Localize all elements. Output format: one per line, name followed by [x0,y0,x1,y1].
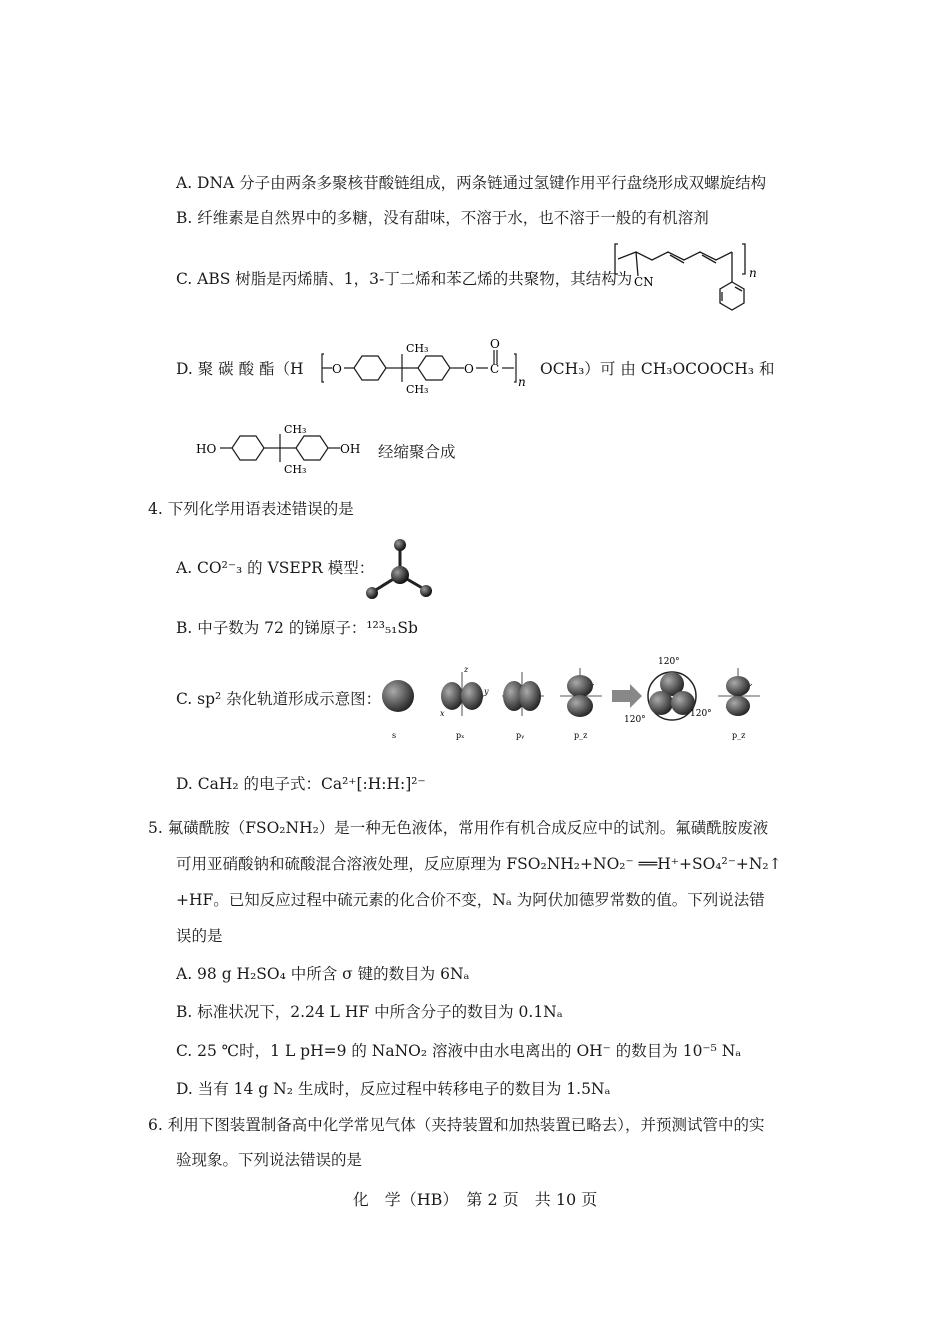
arrow-right-icon [612,684,642,708]
pc-c-label: C [490,362,500,376]
q5-line-4: 误的是 [176,927,223,945]
label-px: pₓ [456,731,465,740]
q3-option-d2-suffix: 经缩聚合成 [378,443,456,461]
pc-o-label-3: O [490,337,500,351]
label-pz-1: p_z [574,731,588,740]
q4-stem: 4. 下列化学用语表述错误的是 [148,500,354,518]
label-s: s [392,731,397,740]
q5-option-c: C. 25 ℃时，1 L pH=9 的 NaNO₂ 溶液中由水电离出的 OH⁻ 的数目为 10⁻⁵ Nₐ [176,1042,742,1060]
label-pz-2: p_z [732,731,746,740]
q5-line-3: +HF。已知反应过程中硫元素的化合价不变，Nₐ 为阿伏加德罗常数的值。下列说法错 [176,891,765,909]
pc-ch3-top: CH₃ [406,342,429,355]
bpa-ho-label: HO [196,442,217,456]
q3-option-c: C. ABS 树脂是丙烯腈、1，3-丁二烯和苯乙烯的共聚物，其结构为 [176,270,633,288]
pc-o-label-2: O [464,362,474,376]
q3-option-d-prefix: D. 聚 碳 酸 酯（H [176,360,304,378]
bpa-ch3-bottom: CH₃ [284,463,307,476]
axis-y-1: y [484,687,489,696]
q3-option-d-suffix: 可 由 CH₃OCOOCH₃ 和 [600,360,775,378]
polycarbonate-structure [318,336,538,398]
sp2-hybridization-diagram [380,650,780,750]
q4-option-c: C. sp² 杂化轨道形成示意图： [176,690,382,708]
q4-option-d: D. CaH₂ 的电子式：Ca²⁺[:H:H:]²⁻ [176,775,426,793]
page-footer: 化 学（HB） 第 2 页 共 10 页 [352,1190,598,1209]
angle-label-left: 120° [624,715,646,725]
pc-ch3-bottom: CH₃ [406,383,429,396]
q5-option-b: B. 标准状况下，2.24 L HF 中所含分子的数目为 0.1Nₐ [176,1003,563,1021]
q3-option-d-och3: OCH₃） [540,360,600,378]
bpa-oh-label: OH [340,442,361,456]
q5-line-1: 5. 氟磺酰胺（FSO₂NH₂）是一种无色液体，常用作有机合成反应中的试剂。氟磺酰胺废液 [148,819,769,837]
q4-option-b: B. 中子数为 72 的锑原子：¹²³₅₁Sb [176,619,418,637]
q6-line-1: 6. 利用下图装置制备高中化学常见气体（夹持装置和加热装置已略去），并预测试管中的实 [148,1116,765,1134]
q4-option-a: A. CO²⁻₃ 的 VSEPR 模型： [176,559,375,577]
q6-line-2: 验现象。下列说法错误的是 [176,1151,363,1169]
q3-option-b: B. 纤维素是自然界中的多糖，没有甜味，不溶于水，也不溶于一般的有机溶剂 [176,209,709,227]
q5-line-2: 可用亚硝酸钠和硫酸混合溶液处理，反应原理为 FSO₂NH₂+NO₂⁻ ══H⁺+SO₄²⁻+N₂↑ [176,855,782,873]
q5-option-a: A. 98 g H₂SO₄ 中所含 σ 键的数目为 6Nₐ [176,965,470,983]
vsepr-model-icon [362,535,438,607]
q3-option-a: A. DNA 分子由两条多聚核苷酸链组成，两条链通过氢键作用平行盘绕形成双螺旋结构 [176,174,767,192]
bisphenol-a-structure [196,420,376,480]
abs-resin-structure [612,240,762,320]
angle-label-right: 120° [690,709,712,719]
pc-o-label-1: O [332,362,342,376]
q5-option-d: D. 当有 14 g N₂ 生成时，反应过程中转移电子的数目为 1.5Nₐ [176,1080,611,1098]
bpa-ch3-top: CH₃ [284,423,307,436]
label-py: pᵧ [516,731,525,740]
pc-n-label: n [518,375,526,389]
abs-n-label: n [749,266,757,280]
angle-label-top: 120° [658,657,680,667]
axis-x-1: x [440,709,445,718]
axis-z-1: z [464,665,469,674]
abs-cn-label: CN [634,275,654,289]
s-orbital-icon [382,680,414,712]
